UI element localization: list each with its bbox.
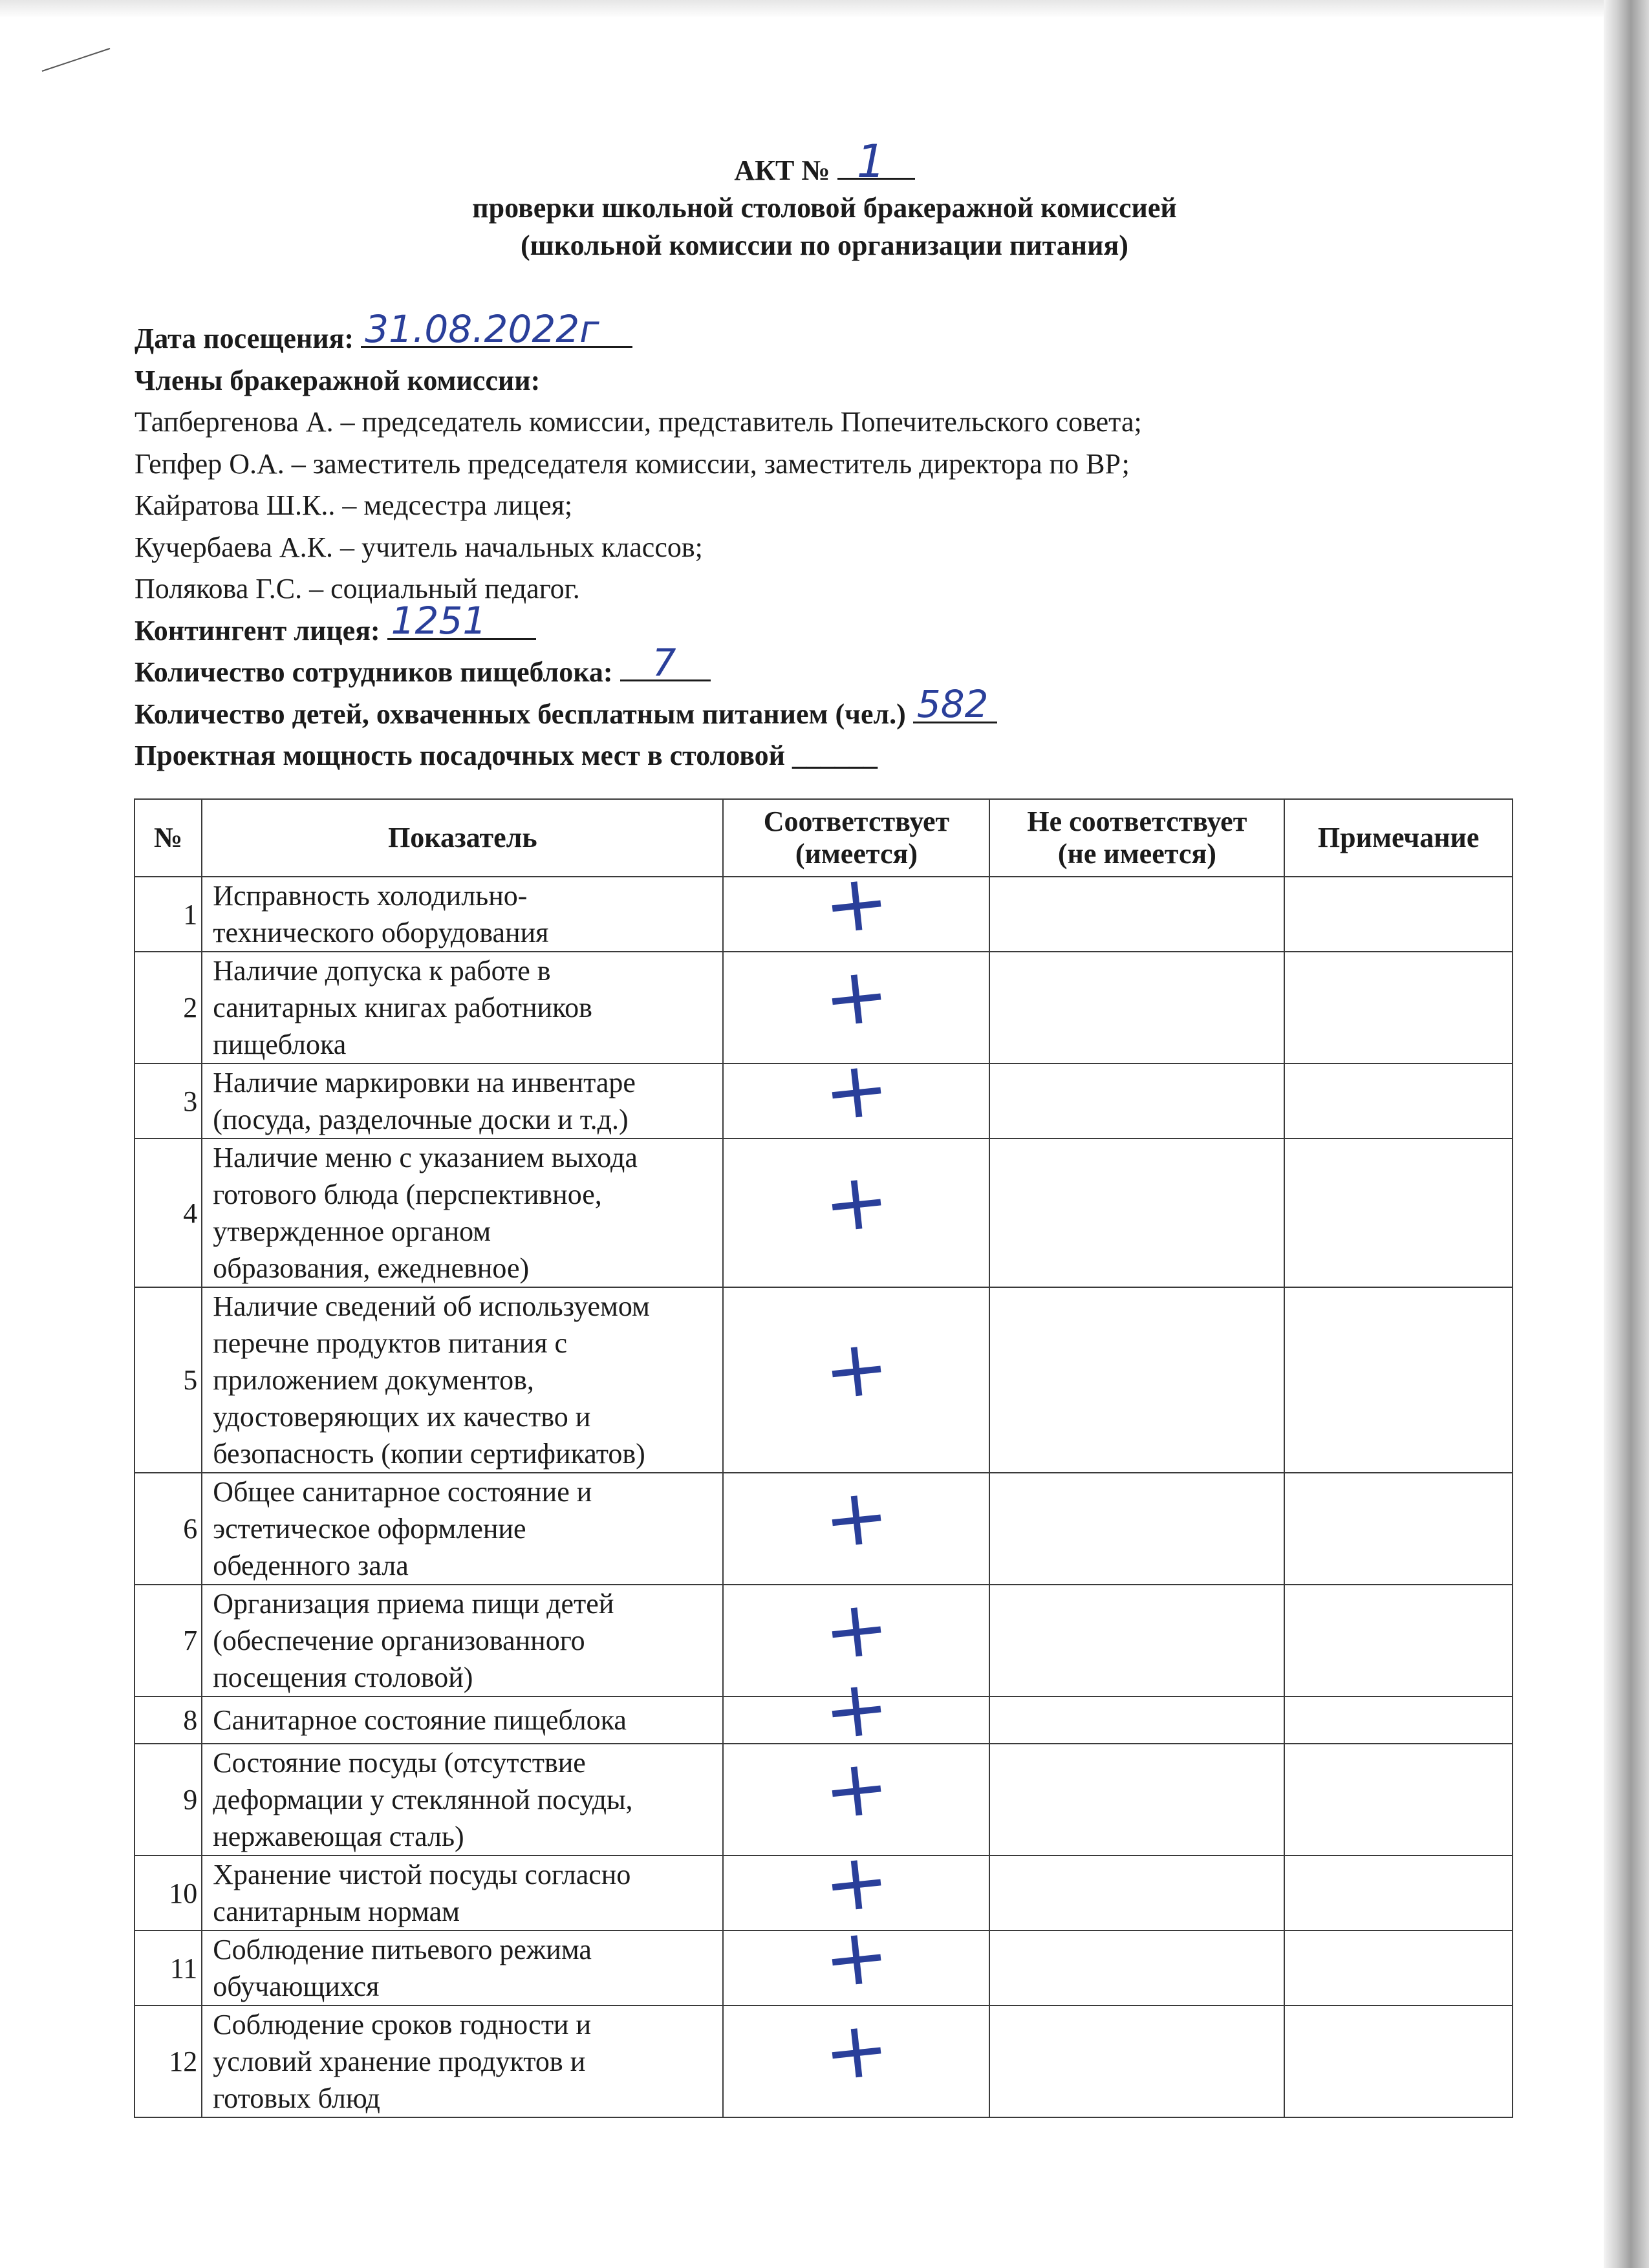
info-block bbox=[135, 306, 1525, 777]
contingent-label: Контингент лицея: bbox=[135, 614, 380, 647]
indicator-line: удостоверяющих их качество и bbox=[213, 1401, 591, 1433]
free-meals-label: Количество детей, охваченных бесплатным питанием (чел.) bbox=[135, 698, 906, 730]
member-4: Кучербаева А.К. – учитель начальных классов; bbox=[135, 531, 703, 563]
row-number: 7 bbox=[135, 1585, 202, 1696]
header-complies-line2: (имеется) bbox=[795, 838, 918, 870]
act-subtitle-1: проверки школьной столовой бракеражной комиссией bbox=[472, 192, 1177, 224]
row-number: 5 bbox=[135, 1287, 202, 1473]
row-indicator bbox=[202, 2006, 723, 2117]
indicator-line: Наличие сведений об используемом bbox=[213, 1290, 650, 1322]
row-number: 2 bbox=[135, 952, 202, 1064]
handwritten-plus-mark: + bbox=[819, 2003, 894, 2099]
handwritten-plus-mark: + bbox=[819, 949, 894, 1045]
indicator-line: нержавеющая сталь) bbox=[213, 1821, 464, 1852]
complies-cell bbox=[723, 1042, 989, 1139]
note-cell bbox=[1284, 1064, 1513, 1139]
indicator-line: деформации у стеклянной посуды, bbox=[213, 1784, 633, 1815]
indicator-line: Соблюдение сроков годности и bbox=[213, 2009, 592, 2040]
indicator-line: санитарных книгах работников bbox=[213, 992, 592, 1023]
indicator-line: Наличие допуска к работе в bbox=[213, 955, 551, 987]
handwritten-plus-mark: + bbox=[819, 1582, 894, 1678]
indicator-line: Состояние посуды (отсутствие bbox=[213, 1747, 586, 1779]
header-not-complies-line2: (не имеется) bbox=[1057, 838, 1216, 870]
row-indicator bbox=[202, 1856, 723, 1931]
indicator-line: Наличие маркировки на инвентаре bbox=[213, 1067, 636, 1098]
staff-row bbox=[135, 640, 1525, 694]
scan-shadow-top bbox=[0, 0, 1649, 18]
row-number: 10 bbox=[135, 1856, 202, 1931]
indicator-line: Общее санитарное состояние и bbox=[213, 1476, 592, 1508]
row-indicator bbox=[202, 1473, 723, 1585]
not-complies-cell bbox=[989, 1744, 1284, 1856]
handwritten-plus-mark: + bbox=[819, 855, 894, 952]
staff-value: 7 bbox=[652, 640, 676, 685]
complies-cell bbox=[723, 1139, 989, 1287]
indicator-line: безопасность (копии сертификатов) bbox=[213, 1438, 645, 1470]
row-number: 6 bbox=[135, 1473, 202, 1585]
indicator-line: технического оборудования bbox=[213, 917, 549, 948]
row-number: 11 bbox=[135, 1931, 202, 2006]
indicator-line: обучающихся bbox=[213, 1971, 380, 2002]
free-meals-field bbox=[913, 682, 997, 726]
indicator-line: условий хранение продуктов и bbox=[213, 2046, 586, 2077]
note-cell bbox=[1284, 1696, 1513, 1744]
note-cell bbox=[1284, 2006, 1513, 2117]
pen-stroke-mark bbox=[39, 39, 116, 78]
not-complies-cell bbox=[989, 1139, 1284, 1287]
table-row bbox=[135, 1287, 1513, 1473]
indicator-line: обеденного зала bbox=[213, 1550, 409, 1581]
not-complies-cell bbox=[989, 1064, 1284, 1139]
row-indicator bbox=[202, 1585, 723, 1696]
header-num: № bbox=[135, 799, 202, 877]
contingent-field bbox=[387, 599, 536, 643]
indicator-line: Организация приема пищи детей bbox=[213, 1588, 614, 1620]
indicator-line: утвержденное органом bbox=[213, 1215, 491, 1247]
indicator-line: эстетическое оформление bbox=[213, 1513, 526, 1545]
header-indicator: Показатель bbox=[202, 799, 723, 877]
seats-row bbox=[135, 735, 1525, 777]
table-row bbox=[135, 877, 1513, 952]
member-5: Полякова Г.С. – социальный педагог. bbox=[135, 573, 580, 604]
note-cell bbox=[1284, 877, 1513, 952]
complies-cell bbox=[723, 1287, 989, 1473]
handwritten-plus-mark: + bbox=[819, 1154, 894, 1251]
free-meals-row bbox=[135, 682, 1525, 736]
note-cell bbox=[1284, 1139, 1513, 1287]
note-cell bbox=[1284, 1744, 1513, 1856]
staff-label: Количество сотрудников пищеблока: bbox=[135, 656, 613, 688]
free-meals-value: 582 bbox=[916, 682, 989, 726]
row-number: 3 bbox=[135, 1064, 202, 1139]
indicator-line: санитарным нормам bbox=[213, 1896, 460, 1927]
visit-date-value: 31.08.2022г bbox=[365, 306, 599, 351]
row-number: 9 bbox=[135, 1744, 202, 1856]
table-row bbox=[135, 1744, 1513, 1856]
indicator-line: готовых блюд bbox=[213, 2082, 380, 2114]
not-complies-cell bbox=[989, 1696, 1284, 1744]
complies-cell bbox=[723, 2003, 989, 2117]
row-indicator bbox=[202, 1139, 723, 1287]
header-note: Примечание bbox=[1284, 799, 1513, 877]
not-complies-cell bbox=[989, 1856, 1284, 1931]
act-number: 1 bbox=[856, 135, 886, 188]
complies-cell bbox=[723, 1470, 989, 1585]
act-subtitle-2: (школьной комиссии по организации питания) bbox=[521, 230, 1128, 261]
inspection-table bbox=[134, 798, 1513, 2118]
not-complies-cell bbox=[989, 2006, 1284, 2117]
seats-blank: ______ bbox=[792, 740, 878, 771]
complies-cell bbox=[723, 855, 989, 952]
row-indicator bbox=[202, 952, 723, 1064]
row-indicator bbox=[202, 1931, 723, 2006]
visit-date-label: Дата посещения: bbox=[135, 323, 354, 354]
not-complies-cell bbox=[989, 1473, 1284, 1585]
note-cell bbox=[1284, 1931, 1513, 2006]
visit-date-row bbox=[135, 306, 1525, 360]
contingent-value: 1251 bbox=[391, 599, 487, 643]
table-body bbox=[135, 855, 1513, 2117]
act-title bbox=[0, 135, 1649, 189]
header-not-complies bbox=[989, 799, 1284, 877]
indicator-line: готового блюда (перспективное, bbox=[213, 1179, 602, 1210]
table-row bbox=[135, 1064, 1513, 1139]
scan-shadow-right bbox=[1604, 0, 1649, 2268]
member-2: Гепфер О.А. – заместитель председателя комиссии, заместитель директора по ВР; bbox=[135, 447, 1130, 480]
table-row bbox=[135, 1139, 1513, 1287]
not-complies-cell bbox=[989, 877, 1284, 952]
indicator-line: пищеблока bbox=[213, 1029, 347, 1060]
act-number-field bbox=[837, 135, 915, 188]
note-cell bbox=[1284, 1856, 1513, 1931]
note-cell bbox=[1284, 952, 1513, 1064]
indicator-line: посещения столовой) bbox=[213, 1662, 473, 1693]
handwritten-plus-mark: + bbox=[819, 1662, 894, 1758]
handwritten-plus-mark: + bbox=[819, 1909, 894, 2006]
indicator-line: Наличие меню с указанием выхода bbox=[213, 1142, 638, 1173]
row-indicator bbox=[202, 1744, 723, 1856]
contingent-row bbox=[135, 599, 1525, 652]
table-row bbox=[135, 1696, 1513, 1744]
indicator-line: перечне продуктов питания с bbox=[213, 1327, 568, 1359]
note-cell bbox=[1284, 1287, 1513, 1473]
indicator-line: (обеспечение организованного bbox=[213, 1625, 585, 1656]
indicator-line: приложением документов, bbox=[213, 1364, 534, 1396]
member-1: Тапбергенова А. – председатель комиссии, представитель Попечительского совета; bbox=[135, 406, 1142, 438]
complies-cell bbox=[723, 1662, 989, 1758]
note-cell bbox=[1284, 1585, 1513, 1696]
table-row bbox=[135, 1473, 1513, 1585]
not-complies-cell bbox=[989, 1931, 1284, 2006]
row-indicator bbox=[202, 877, 723, 952]
not-complies-cell bbox=[989, 952, 1284, 1064]
note-cell bbox=[1284, 1473, 1513, 1585]
row-number: 8 bbox=[135, 1696, 202, 1744]
row-indicator bbox=[202, 1287, 723, 1473]
indicator-line: Хранение чистой посуды согласно bbox=[213, 1859, 631, 1890]
row-number: 4 bbox=[135, 1139, 202, 1287]
handwritten-plus-mark: + bbox=[819, 1470, 894, 1567]
indicator-line: (посуда, разделочные доски и т.д.) bbox=[213, 1104, 629, 1135]
table-row bbox=[135, 1931, 1513, 2006]
row-indicator bbox=[202, 1696, 723, 1744]
visit-date-field bbox=[361, 306, 632, 351]
staff-field bbox=[620, 640, 711, 685]
indicator-line: Исправность холодильно- bbox=[213, 880, 528, 912]
member-3: Кайратова Ш.К.. – медсестра лицея; bbox=[135, 489, 573, 521]
handwritten-plus-mark: + bbox=[819, 1741, 894, 1837]
handwritten-plus-mark: + bbox=[819, 1834, 894, 1931]
header-complies-line1: Соответствует bbox=[763, 806, 950, 837]
indicator-line: Санитарное состояние пищеблока bbox=[213, 1704, 627, 1736]
seats-label: Проектная мощность посадочных мест в столовой bbox=[135, 740, 786, 771]
handwritten-plus-mark: + bbox=[819, 1042, 894, 1139]
header-not-complies-line1: Не соответствует bbox=[1027, 806, 1247, 837]
act-title-prefix: АКТ № bbox=[734, 155, 830, 186]
act-header bbox=[0, 135, 1649, 264]
indicator-line: образования, ежедневное) bbox=[213, 1252, 530, 1284]
row-indicator bbox=[202, 1064, 723, 1139]
not-complies-cell bbox=[989, 1585, 1284, 1696]
indicator-line: Соблюдение питьевого режима bbox=[213, 1934, 592, 1965]
complies-cell bbox=[723, 1909, 989, 2006]
table-row bbox=[135, 952, 1513, 1064]
table-row bbox=[135, 2006, 1513, 2117]
row-number: 1 bbox=[135, 877, 202, 952]
row-number: 12 bbox=[135, 2006, 202, 2117]
members-label: Члены бракеражной комиссии: bbox=[135, 364, 541, 396]
handwritten-plus-mark: + bbox=[819, 1321, 894, 1418]
not-complies-cell bbox=[989, 1287, 1284, 1473]
